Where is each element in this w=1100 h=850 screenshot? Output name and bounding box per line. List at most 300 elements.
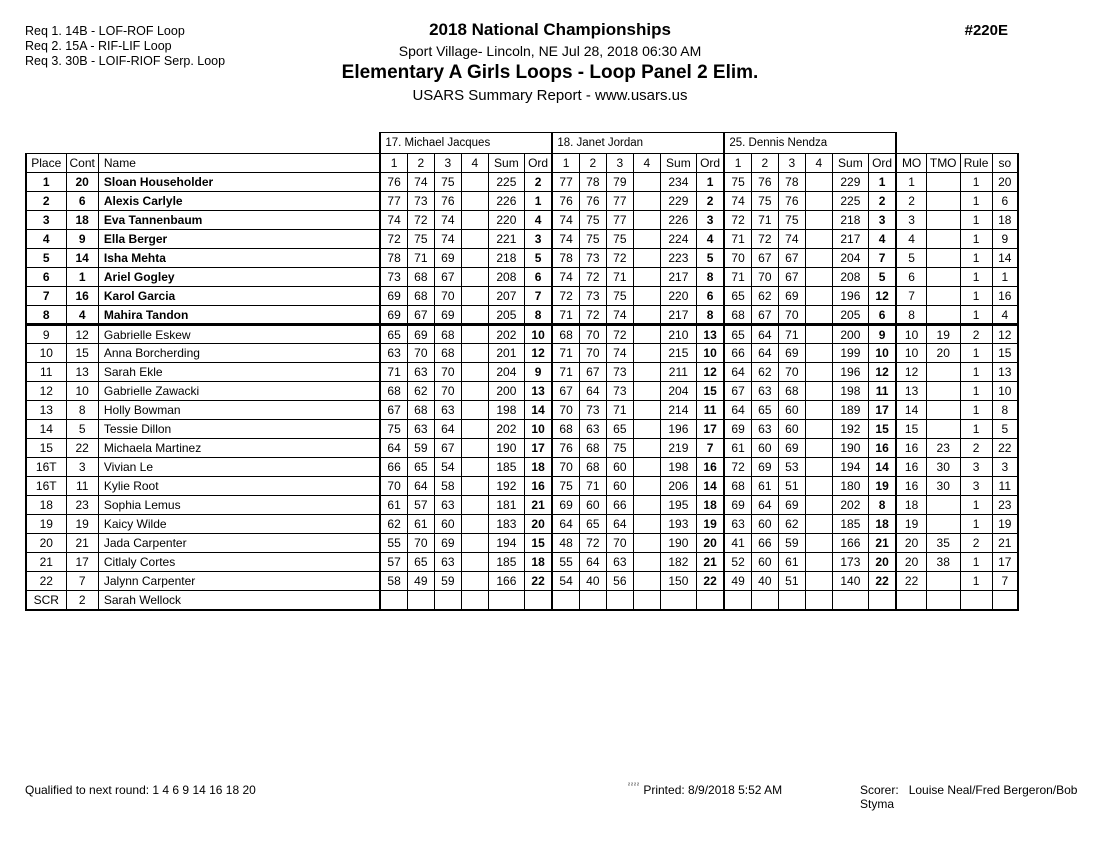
judge2-score-cell (633, 553, 660, 572)
judge3-score-cell: 67 (724, 382, 751, 401)
judge2-sum-cell: 217 (660, 268, 696, 287)
judge1-score-cell: 68 (407, 268, 434, 287)
judge3-score-cell: 53 (778, 458, 805, 477)
judge2-score-cell: 65 (579, 515, 606, 534)
so-cell: 8 (992, 401, 1018, 420)
table-row (26, 420, 1018, 439)
judge2-sum-cell: 206 (660, 477, 696, 496)
judge2-score-cell: 63 (606, 553, 633, 572)
judge1-score-cell: 65 (380, 325, 407, 344)
judge1-score-cell (461, 211, 488, 230)
judge2-sum-cell: 229 (660, 192, 696, 211)
judge-row-spacer-left (26, 133, 380, 154)
judge3-ord-cell: 3 (868, 211, 896, 230)
judge1-score-cell: 69 (407, 325, 434, 344)
judge1-score-cell: 69 (434, 306, 461, 325)
judge1-sum-cell: 185 (488, 458, 524, 477)
place-cell: 2 (26, 192, 66, 211)
table-row (26, 591, 1018, 610)
printed-text: Printed: 8/9/2018 5:52 AM (643, 783, 783, 797)
judge2-sum-cell: 220 (660, 287, 696, 306)
rule-cell: 1 (960, 363, 992, 382)
judge3-score-cell (805, 591, 832, 610)
name-cell: Holly Bowman (98, 401, 380, 420)
col-header-tmo: TMO (926, 154, 960, 173)
judge1-score-cell: 70 (434, 287, 461, 306)
judge3-score-cell: 70 (751, 268, 778, 287)
judge3-ord-cell (868, 591, 896, 610)
cont-cell: 11 (66, 477, 98, 496)
tmo-cell (926, 268, 960, 287)
col-header-rule: Rule (960, 154, 992, 173)
judge3-sum-cell: 196 (832, 363, 868, 382)
cont-cell: 7 (66, 572, 98, 591)
judge2-score-cell (633, 515, 660, 534)
cont-cell: 21 (66, 534, 98, 553)
so-cell: 20 (992, 173, 1018, 192)
requirement-line-3: Req 3. 30B - LOIF-RIOF Serp. Loop (25, 54, 226, 68)
so-cell: 11 (992, 477, 1018, 496)
so-cell (992, 591, 1018, 610)
event-title: Elementary A Girls Loops - Loop Panel 2 Elim. (341, 62, 759, 83)
judge3-score-cell (805, 344, 832, 363)
judge3-score-cell (805, 325, 832, 344)
judge3-ord-cell: 8 (868, 496, 896, 515)
judge1-score-cell: 68 (434, 325, 461, 344)
judge1-score-cell: 76 (434, 192, 461, 211)
judge3-score-cell: 69 (751, 458, 778, 477)
place-cell: 18 (26, 496, 66, 515)
print-marks: ²²²² (628, 783, 640, 789)
judge2-sum-cell: 214 (660, 401, 696, 420)
judge2-score-cell: 78 (552, 249, 579, 268)
judge1-score-cell (461, 230, 488, 249)
judge3-score-cell (751, 591, 778, 610)
judge1-score-cell: 63 (407, 420, 434, 439)
judge2-score-cell: 69 (552, 496, 579, 515)
rule-cell: 1 (960, 211, 992, 230)
table-row (26, 401, 1018, 420)
judge3-score-cell: 60 (751, 439, 778, 458)
judge3-score-cell: 62 (751, 287, 778, 306)
judge1-score-cell (461, 534, 488, 553)
place-cell: 10 (26, 344, 66, 363)
col-header-judge3-sum: Sum (832, 154, 868, 173)
table-row (26, 439, 1018, 458)
judge2-score-cell: 71 (552, 306, 579, 325)
scorer-line (860, 783, 1100, 811)
judge3-score-cell: 69 (724, 496, 751, 515)
judge2-sum-cell: 215 (660, 344, 696, 363)
judge1-ord-cell: 8 (524, 306, 552, 325)
mo-cell: 10 (896, 344, 926, 363)
tmo-cell: 23 (926, 439, 960, 458)
judge1-score-cell: 65 (407, 553, 434, 572)
tmo-cell (926, 230, 960, 249)
cont-cell: 22 (66, 439, 98, 458)
judge2-score-cell: 68 (579, 458, 606, 477)
judge1-score-cell: 70 (407, 534, 434, 553)
judge1-score-cell: 63 (434, 553, 461, 572)
tmo-cell (926, 420, 960, 439)
judge2-ord-cell: 3 (696, 211, 724, 230)
rule-cell: 1 (960, 268, 992, 287)
so-cell: 5 (992, 420, 1018, 439)
judge1-ord-cell: 7 (524, 287, 552, 306)
judge3-score-cell: 72 (724, 211, 751, 230)
col-header-place: Place (26, 154, 66, 173)
tmo-cell (926, 496, 960, 515)
judge3-score-cell: 71 (724, 230, 751, 249)
judge1-score-cell: 68 (434, 344, 461, 363)
judge2-score-cell: 68 (552, 325, 579, 344)
judge2-score-cell (633, 325, 660, 344)
judge2-score-cell (579, 591, 606, 610)
judge1-ord-cell: 14 (524, 401, 552, 420)
judge3-sum-cell: 205 (832, 306, 868, 325)
col-header-mo: MO (896, 154, 926, 173)
judge2-score-cell (633, 591, 660, 610)
judge2-sum-cell: 219 (660, 439, 696, 458)
judge3-score-cell (805, 553, 832, 572)
judge3-ord-cell: 12 (868, 363, 896, 382)
mo-cell: 22 (896, 572, 926, 591)
judge1-sum-cell: 202 (488, 325, 524, 344)
judge1-score-cell: 74 (434, 211, 461, 230)
judge1-score-cell: 70 (407, 344, 434, 363)
judge2-score-cell (633, 230, 660, 249)
mo-cell: 20 (896, 534, 926, 553)
judge1-score-cell (461, 287, 488, 306)
judge1-score-cell: 68 (380, 382, 407, 401)
table-row (26, 344, 1018, 363)
judge3-score-cell: 69 (778, 439, 805, 458)
so-cell: 14 (992, 249, 1018, 268)
judge1-ord-cell: 18 (524, 458, 552, 477)
table-row (26, 230, 1018, 249)
table-row (26, 268, 1018, 287)
judge3-score-cell: 71 (751, 211, 778, 230)
judge1-sum-cell: 207 (488, 287, 524, 306)
judge2-score-cell (633, 249, 660, 268)
cont-cell: 5 (66, 420, 98, 439)
judge1-score-cell (461, 496, 488, 515)
judge1-ord-cell: 16 (524, 477, 552, 496)
judge3-score-cell: 61 (724, 439, 751, 458)
judge2-score-cell: 74 (606, 306, 633, 325)
judge2-ord-cell: 7 (696, 439, 724, 458)
judge2-score-cell: 75 (606, 439, 633, 458)
name-cell: Karol Garcia (98, 287, 380, 306)
judge2-score-cell: 70 (606, 534, 633, 553)
so-cell: 9 (992, 230, 1018, 249)
judge3-ord-cell: 12 (868, 287, 896, 306)
name-cell: Anna Borcherding (98, 344, 380, 363)
judge3-ord-cell: 21 (868, 534, 896, 553)
judge2-ord-cell: 6 (696, 287, 724, 306)
judge3-score-cell: 67 (751, 249, 778, 268)
judge3-score-cell (805, 230, 832, 249)
table-row (26, 211, 1018, 230)
name-cell: Jada Carpenter (98, 534, 380, 553)
judge2-ord-cell: 4 (696, 230, 724, 249)
rule-cell: 3 (960, 458, 992, 477)
tmo-cell (926, 192, 960, 211)
judge2-score-cell: 66 (606, 496, 633, 515)
place-cell: 19 (26, 515, 66, 534)
judge2-sum-cell: 196 (660, 420, 696, 439)
name-cell: Jalynn Carpenter (98, 572, 380, 591)
championship-title: 2018 National Championships (429, 20, 671, 39)
judge1-score-cell: 63 (407, 363, 434, 382)
tmo-cell: 38 (926, 553, 960, 572)
tmo-cell (926, 211, 960, 230)
rule-cell: 1 (960, 306, 992, 325)
judge1-score-cell (380, 591, 407, 610)
judge2-ord-cell: 11 (696, 401, 724, 420)
tmo-cell (926, 572, 960, 591)
judge2-score-cell: 70 (552, 458, 579, 477)
judge3-ord-cell: 16 (868, 439, 896, 458)
judge2-ord-cell: 10 (696, 344, 724, 363)
judge3-score-cell: 70 (724, 249, 751, 268)
judge3-score-cell: 71 (778, 325, 805, 344)
table-row (26, 363, 1018, 382)
judge1-score-cell: 64 (407, 477, 434, 496)
judge2-score-cell: 73 (606, 363, 633, 382)
judge2-score-cell: 77 (606, 192, 633, 211)
tmo-cell: 35 (926, 534, 960, 553)
judge2-score-cell (552, 591, 579, 610)
judge2-ord-cell: 14 (696, 477, 724, 496)
judge3-score-cell: 63 (751, 420, 778, 439)
mo-cell: 12 (896, 363, 926, 382)
judge1-sum-cell: 201 (488, 344, 524, 363)
judge2-score-cell (633, 192, 660, 211)
col-header-judge1-2: 2 (407, 154, 434, 173)
judge1-ord-cell: 10 (524, 325, 552, 344)
judge1-score-cell: 62 (407, 382, 434, 401)
judge2-score-cell (633, 382, 660, 401)
mo-cell: 16 (896, 458, 926, 477)
so-cell: 19 (992, 515, 1018, 534)
judge1-score-cell: 55 (380, 534, 407, 553)
mo-cell: 16 (896, 477, 926, 496)
name-cell: Ella Berger (98, 230, 380, 249)
judge1-score-cell: 63 (434, 401, 461, 420)
mo-cell: 16 (896, 439, 926, 458)
rule-cell: 2 (960, 439, 992, 458)
mo-cell: 14 (896, 401, 926, 420)
judge1-score-cell: 65 (407, 458, 434, 477)
col-header-judge1-ord: Ord (524, 154, 552, 173)
judge2-sum-cell: 234 (660, 173, 696, 192)
place-cell: 6 (26, 268, 66, 287)
judge1-score-cell (461, 344, 488, 363)
judge3-score-cell (805, 572, 832, 591)
judge3-score-cell (805, 249, 832, 268)
table-row (26, 477, 1018, 496)
judge1-sum-cell: 218 (488, 249, 524, 268)
judge2-ord-cell: 5 (696, 249, 724, 268)
judge2-sum-cell: 193 (660, 515, 696, 534)
col-header-judge3-1: 1 (724, 154, 751, 173)
cont-cell: 8 (66, 401, 98, 420)
rule-cell: 1 (960, 230, 992, 249)
rule-cell: 1 (960, 249, 992, 268)
so-cell: 21 (992, 534, 1018, 553)
judge2-score-cell: 63 (579, 420, 606, 439)
mo-cell: 19 (896, 515, 926, 534)
mo-cell: 8 (896, 306, 926, 325)
judge3-score-cell: 40 (751, 572, 778, 591)
judge2-score-cell: 76 (579, 192, 606, 211)
tmo-cell (926, 306, 960, 325)
judge2-score-cell: 73 (606, 382, 633, 401)
judge3-score-cell: 49 (724, 572, 751, 591)
judge1-ord-cell (524, 591, 552, 610)
judge3-ord-cell: 17 (868, 401, 896, 420)
judge3-sum-cell: 199 (832, 344, 868, 363)
judge3-score-cell (778, 591, 805, 610)
judge1-score-cell (461, 363, 488, 382)
requirement-line-1: Req 1. 14B - LOF-ROF Loop (25, 24, 185, 38)
col-header-so: so (992, 154, 1018, 173)
judge3-score-cell (805, 401, 832, 420)
judge3-score-cell: 67 (778, 249, 805, 268)
judge-header-2: 18. Janet Jordan (552, 133, 724, 154)
judge2-score-cell: 77 (552, 173, 579, 192)
judge1-score-cell: 70 (434, 382, 461, 401)
judge3-score-cell: 64 (751, 496, 778, 515)
judge2-score-cell: 78 (579, 173, 606, 192)
scorer-label: Scorer: (860, 783, 899, 797)
judge3-score-cell: 72 (724, 458, 751, 477)
judge1-ord-cell: 5 (524, 249, 552, 268)
judge1-score-cell: 78 (380, 249, 407, 268)
judge3-sum-cell: 198 (832, 382, 868, 401)
judge2-score-cell: 71 (552, 363, 579, 382)
judge2-score-cell: 64 (606, 515, 633, 534)
judge2-score-cell: 56 (606, 572, 633, 591)
judge2-score-cell: 72 (606, 249, 633, 268)
judge1-sum-cell: 192 (488, 477, 524, 496)
name-cell: Gabrielle Zawacki (98, 382, 380, 401)
judge3-score-cell: 60 (778, 401, 805, 420)
judge2-ord-cell: 15 (696, 382, 724, 401)
place-cell: 9 (26, 325, 66, 344)
judge1-score-cell: 72 (407, 211, 434, 230)
judge2-score-cell (606, 591, 633, 610)
judge3-ord-cell: 2 (868, 192, 896, 211)
judge3-score-cell: 74 (778, 230, 805, 249)
requirement-line-2: Req 2. 15A - RIF-LIF Loop (25, 39, 172, 53)
judge2-score-cell: 76 (552, 192, 579, 211)
judge1-score-cell: 74 (407, 173, 434, 192)
judge3-score-cell: 74 (724, 192, 751, 211)
name-cell: Isha Mehta (98, 249, 380, 268)
judge2-score-cell: 75 (579, 230, 606, 249)
judge1-sum-cell: 181 (488, 496, 524, 515)
judge1-sum-cell: 205 (488, 306, 524, 325)
judge3-sum-cell: 194 (832, 458, 868, 477)
table-row (26, 192, 1018, 211)
name-cell: Sloan Householder (98, 173, 380, 192)
judge1-sum-cell: 225 (488, 173, 524, 192)
judge1-score-cell: 63 (434, 496, 461, 515)
judge-header-1: 17. Michael Jacques (380, 133, 552, 154)
judge3-ord-cell: 14 (868, 458, 896, 477)
place-cell: 11 (26, 363, 66, 382)
rule-cell: 1 (960, 344, 992, 363)
judge3-score-cell (805, 363, 832, 382)
judge1-score-cell: 75 (407, 230, 434, 249)
judge3-score-cell: 76 (751, 173, 778, 192)
judge1-score-cell (461, 420, 488, 439)
judge2-ord-cell: 16 (696, 458, 724, 477)
judge3-score-cell (805, 382, 832, 401)
place-cell: SCR (26, 591, 66, 610)
judge1-ord-cell: 4 (524, 211, 552, 230)
col-header-judge2-ord: Ord (696, 154, 724, 173)
judge3-score-cell: 68 (724, 477, 751, 496)
judge1-score-cell: 71 (380, 363, 407, 382)
name-cell: Sarah Ekle (98, 363, 380, 382)
judge3-score-cell: 70 (778, 306, 805, 325)
table-row (26, 325, 1018, 344)
judge1-score-cell: 68 (407, 401, 434, 420)
judge2-score-cell: 74 (552, 230, 579, 249)
place-cell: 3 (26, 211, 66, 230)
judge1-ord-cell: 21 (524, 496, 552, 515)
table-row (26, 249, 1018, 268)
judge1-score-cell: 57 (380, 553, 407, 572)
name-cell: Sophia Lemus (98, 496, 380, 515)
place-cell: 14 (26, 420, 66, 439)
judge2-score-cell: 60 (606, 458, 633, 477)
place-cell: 16T (26, 477, 66, 496)
judge3-score-cell: 60 (751, 553, 778, 572)
table-row (26, 287, 1018, 306)
col-header-judge3-4: 4 (805, 154, 832, 173)
judge1-sum-cell: 183 (488, 515, 524, 534)
table-row (26, 534, 1018, 553)
judge2-score-cell (633, 477, 660, 496)
rule-cell: 1 (960, 382, 992, 401)
judge2-score-cell: 40 (579, 572, 606, 591)
col-header-name: Name (98, 154, 380, 173)
judge2-score-cell: 72 (579, 306, 606, 325)
judge2-score-cell: 75 (606, 230, 633, 249)
qualified-line: Qualified to next round: 1 4 6 9 14 16 18 20 (25, 783, 256, 797)
judge2-score-cell: 73 (579, 249, 606, 268)
col-header-judge1-1: 1 (380, 154, 407, 173)
cont-cell: 15 (66, 344, 98, 363)
judge3-score-cell: 75 (751, 192, 778, 211)
so-cell: 1 (992, 268, 1018, 287)
name-cell: Eva Tannenbaum (98, 211, 380, 230)
judge3-score-cell: 67 (751, 306, 778, 325)
judge3-score-cell: 67 (778, 268, 805, 287)
place-cell: 13 (26, 401, 66, 420)
judge1-score-cell: 74 (380, 211, 407, 230)
judge1-ord-cell: 17 (524, 439, 552, 458)
mo-cell: 2 (896, 192, 926, 211)
judge3-score-cell: 63 (751, 382, 778, 401)
name-cell: Alexis Carlyle (98, 192, 380, 211)
tmo-cell: 30 (926, 477, 960, 496)
judge3-score-cell (805, 420, 832, 439)
